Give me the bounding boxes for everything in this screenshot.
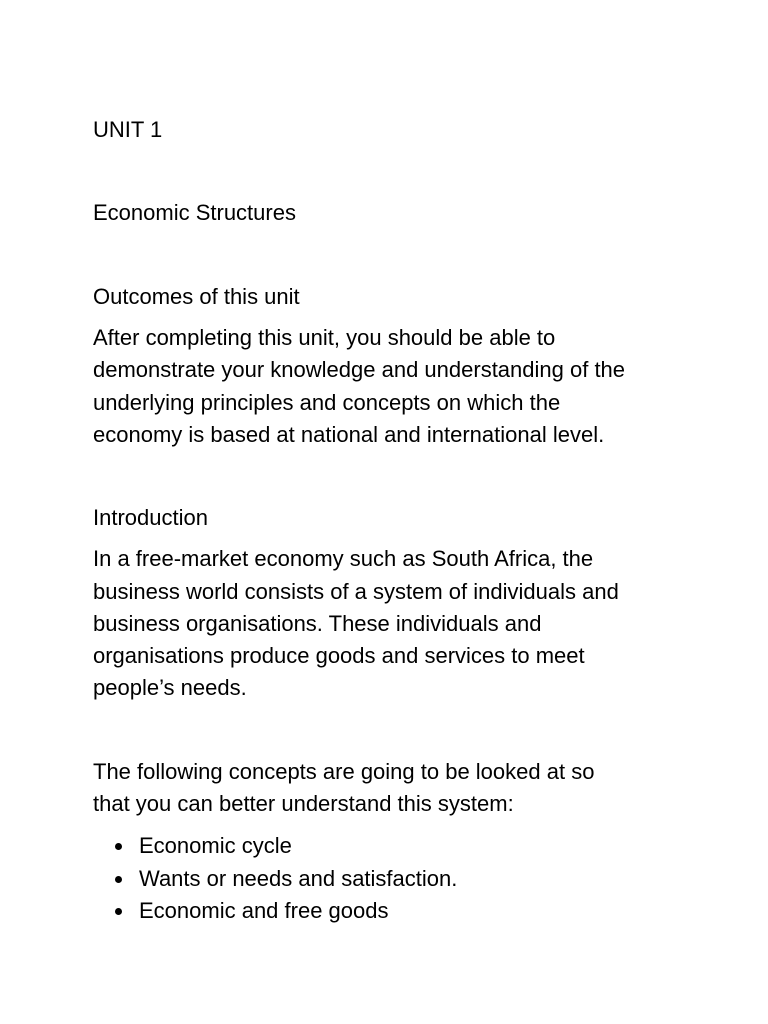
bullet-icon bbox=[115, 876, 122, 883]
list-item bbox=[93, 863, 457, 896]
list-item bbox=[93, 830, 457, 863]
unit-label: UNIT 1 bbox=[93, 117, 163, 142]
outcomes-text-line: demonstrate your knowledge and understanding of the bbox=[93, 357, 626, 382]
introduction-text-line: In a free-market economy such as South Africa, the bbox=[93, 546, 594, 571]
outcomes-text-line: After completing this unit, you should be able to bbox=[93, 325, 556, 350]
outcomes-text-line: economy is based at national and international level. bbox=[93, 422, 605, 447]
list-item-text: Economic and free goods bbox=[139, 898, 389, 923]
introduction-text-line: people’s needs. bbox=[93, 675, 247, 700]
concepts-text-line: The following concepts are going to be looked at so bbox=[93, 759, 595, 784]
list-item-text: Wants or needs and satisfaction. bbox=[139, 865, 458, 891]
bullet-icon bbox=[115, 908, 122, 915]
list-item-text: Economic cycle bbox=[139, 833, 292, 858]
outcomes-text-line: underlying principles and concepts on which the bbox=[93, 390, 561, 415]
introduction-text-line: business organisations. These individuals and bbox=[93, 611, 542, 636]
introduction-text-line: organisations produce goods and services to meet bbox=[93, 643, 585, 668]
document-page bbox=[93, 0, 693, 1024]
introduction-text-line: business world consists of a system of individuals and bbox=[93, 579, 619, 604]
introduction-heading: Introduction bbox=[93, 505, 208, 530]
concepts-text-line: that you can better understand this system: bbox=[93, 791, 514, 816]
unit-title: Economic Structures bbox=[93, 200, 296, 225]
list-item bbox=[93, 895, 457, 928]
bullet-icon bbox=[115, 843, 122, 850]
outcomes-heading: Outcomes of this unit bbox=[93, 284, 300, 309]
concepts-bullet-list bbox=[93, 830, 457, 928]
